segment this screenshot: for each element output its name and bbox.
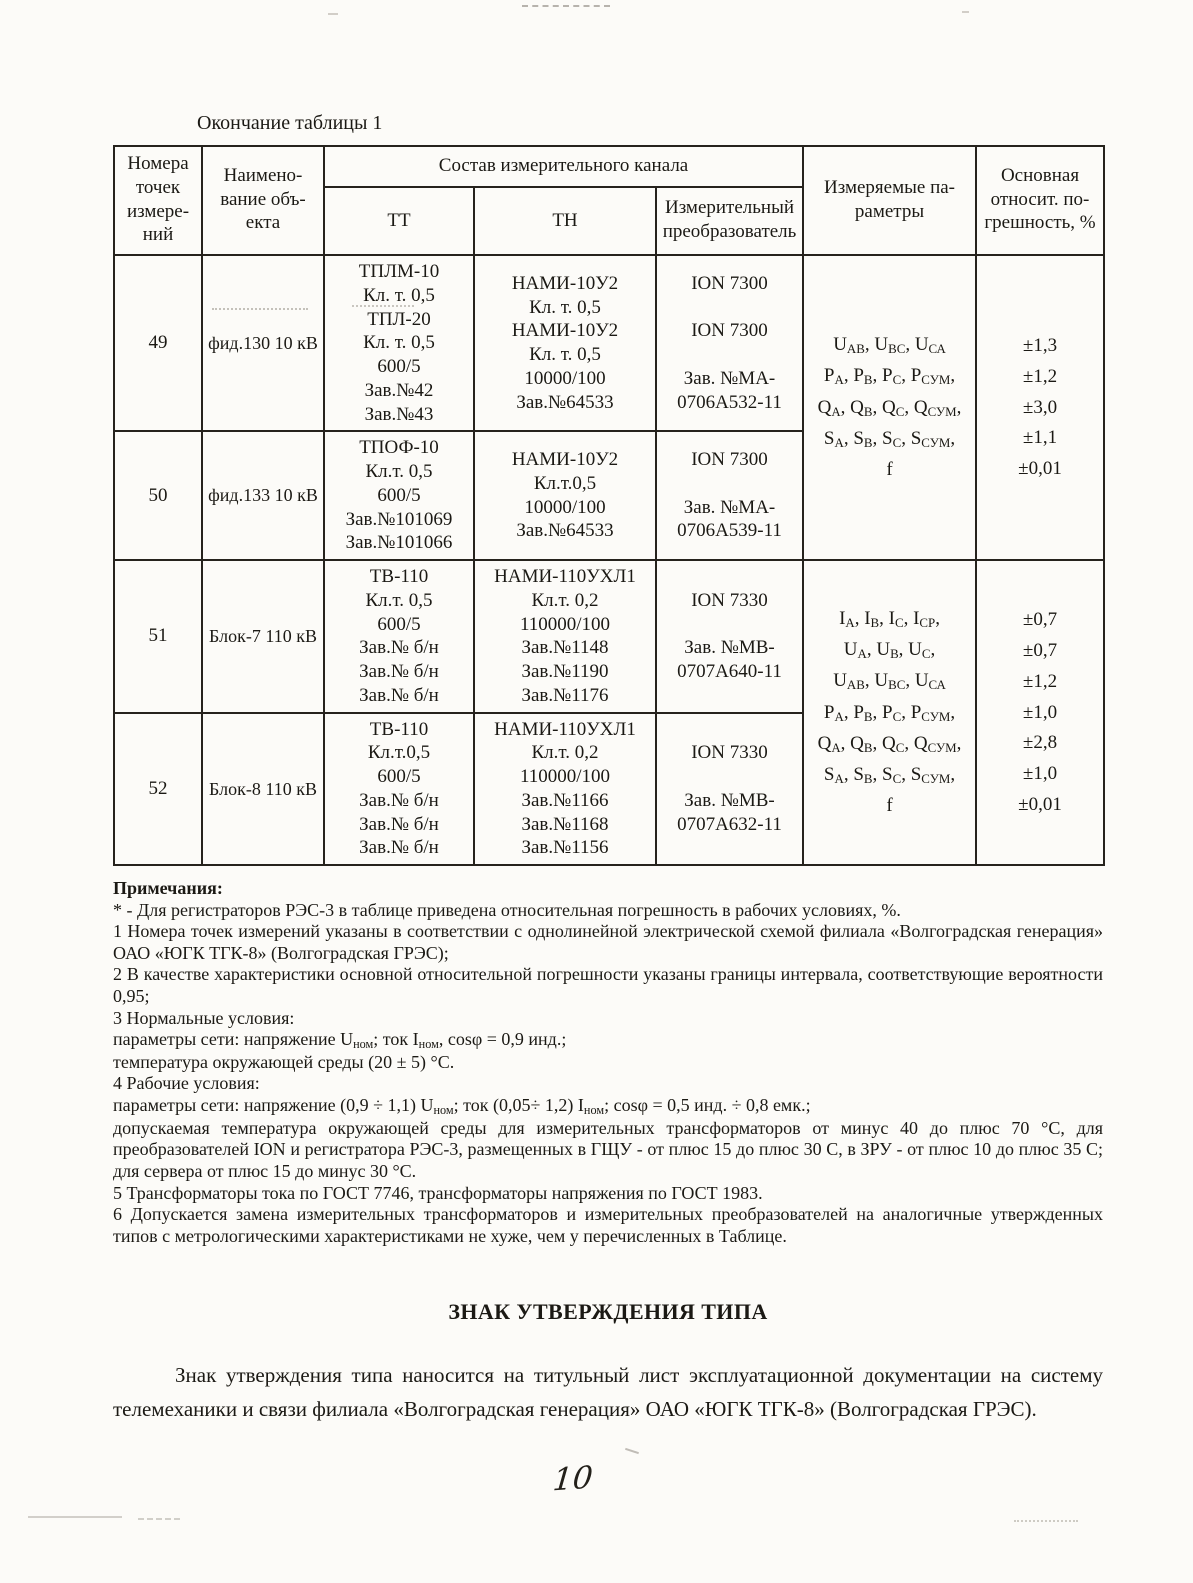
- note-item: параметры сети: напряжение $U_{ном}$; ток $I_{ном}$, cosφ = 0,9 инд.;: [113, 1029, 567, 1052]
- cell-measured-parameters: $I_А$, $I_В$, $I_С$, $I_{СР}$, $U_А$, $U_В$, $U_С$, $U_{АВ}$, $U_{ВС}$, $U_{СА}$ $P_А$, $P_В$, $P_С$, $P_{СУМ}$, $Q_А$, $Q_В$, $Q_С$, $Q_{СУМ}$, $S_А$, $S_В$, $S_С$, $S_{СУМ}$, f: [803, 560, 976, 865]
- cell-transducer: ION 7330 Зав. №МВ- 0707А640-11: [656, 560, 803, 713]
- note-item: 6 Допускается замена измерительных трансформаторов и измерительных преобразователей на аналогичные утвержденных типов с метрологическими характеристиками не хуже, чем у перечисленных в Таблице.: [113, 1204, 1103, 1246]
- note-item: параметры сети: напряжение (0,9 ÷ 1,1) $U_{ном}$; ток (0,05÷ 1,2) $I_{ном}$; cosφ = 0,5 инд. ÷ 0,8 емк.;: [113, 1095, 811, 1118]
- header-transducer: Измерительный преобразователь: [656, 187, 803, 255]
- header-relative-error: Основная относит. по- грешность, %: [976, 146, 1104, 255]
- cell-transducer: ION 7300 Зав. №МА- 0706А539-11: [656, 431, 803, 560]
- cell-point-number: 49: [114, 255, 202, 431]
- cell-transducer: ION 7330 Зав. №МВ- 0707А632-11: [656, 713, 803, 866]
- scan-artifact: [522, 5, 610, 7]
- cell-tn: НАМИ-10У2 Кл.т.0,5 10000/100 Зав.№64533: [474, 431, 656, 560]
- scan-artifact: [962, 11, 969, 13]
- scan-artifact: [138, 1518, 180, 1520]
- header-row-1: [114, 146, 1104, 187]
- note-item: 4 Рабочие условия:: [113, 1073, 260, 1094]
- cell-tt: ТВ-110 Кл.т. 0,5 600/5 Зав.№ б/н Зав.№ б/н Зав.№ б/н: [324, 560, 474, 713]
- header-measured-parameters: Измеряемые па- раметры: [803, 146, 976, 255]
- scan-artifact: [28, 1516, 122, 1518]
- header-channel-group: Состав измерительного канала: [324, 146, 803, 187]
- cell-measured-parameters: $U_{АВ}$, $U_{ВС}$, $U_{СА}$ $P_А$, $P_В$, $P_С$, $P_{СУМ}$, $Q_А$, $Q_В$, $Q_С$, $Q_{СУМ}$, $S_А$, $S_В$, $S_С$, $S_{СУМ}$, f: [803, 255, 976, 560]
- cell-object-name: Блок-7 110 кВ: [202, 560, 324, 713]
- cell-tt: ТПОФ-10 Кл.т. 0,5 600/5 Зав.№101069 Зав.№101066: [324, 431, 474, 560]
- cell-point-number: 50: [114, 431, 202, 560]
- notes-list: [113, 900, 1103, 1248]
- cell-point-number: 51: [114, 560, 202, 713]
- note-item: 1 Номера точек измерений указаны в соответствии с однолинейной электрической схемой филиала «Волгоградская генерация» ОАО «ЮГК ТГК-8» (Волгоградская ГРЭС);: [113, 921, 1103, 963]
- measurement-channels-table: [113, 145, 1105, 866]
- cell-object-name: Блок-8 110 кВ: [202, 713, 324, 866]
- table-title: Окончание таблицы 1: [197, 112, 383, 134]
- header-tt: ТТ: [324, 187, 474, 255]
- scan-artifact: [1014, 1520, 1078, 1522]
- cell-relative-error: ±1,3 ±1,2 ±3,0 ±1,1 ±0,01: [976, 255, 1104, 560]
- note-item: * - Для регистраторов РЭС-3 в таблице приведена относительная погрешность в рабочих условиях, %.: [113, 899, 901, 920]
- notes-label: Примечания:: [113, 878, 223, 898]
- note-item: 2 В качестве характеристики основной относительной погрешности указаны границы интервала, соответствующие вероятности 0,95;: [113, 964, 1103, 1006]
- cell-tn: НАМИ-110УХЛ1 Кл.т. 0,2 110000/100 Зав.№1148 Зав.№1190 Зав.№1176: [474, 560, 656, 713]
- header-point-numbers: Номера точек измере- ний: [114, 146, 202, 255]
- document-page: [113, 112, 1103, 1497]
- body-paragraph: Знак утверждения типа наносится на титульный лист эксплуатационной документации на систему телемеханики и связи филиала «Волгоградская генерация» ОАО «ЮГК ТГК-8» (Волгоградская ГРЭС).: [113, 1363, 1103, 1421]
- notes-section: [113, 878, 1103, 1247]
- cell-tn: НАМИ-110УХЛ1 Кл.т. 0,2 110000/100 Зав.№1166 Зав.№1168 Зав.№1156: [474, 713, 656, 866]
- cell-tt: ТПЛМ-10 Кл. т. 0,5 ТПЛ-20 Кл. т. 0,5 600/5 Зав.№42 Зав.№43: [324, 255, 474, 431]
- scan-artifact: [328, 13, 338, 15]
- cell-object-name: фид.130 10 кВ: [202, 255, 324, 431]
- cell-object-name: фид.133 10 кВ: [202, 431, 324, 560]
- header-tn: ТН: [474, 187, 656, 255]
- section-heading: ЗНАК УТВЕРЖДЕНИЯ ТИПА: [448, 1299, 768, 1325]
- note-item: допускаемая температура окружающей среды для измерительных трансформаторов от минус 40 до плюс 70 °С, для преобразователей ION и регистратора РЭС-3, размещенных в ГЩУ - от плюс 15 до плюс 30 С, в ЗРУ - от плюс 10 до плюс 35 С; для сервера от плюс 15 до минус 30 °С.: [113, 1117, 1103, 1181]
- table-row: [114, 560, 1104, 713]
- cell-relative-error: ±0,7 ±0,7 ±1,2 ±1,0 ±2,8 ±1,0 ±0,01: [976, 560, 1104, 865]
- note-item: 5 Трансформаторы тока по ГОСТ 7746, трансформаторы напряжения по ГОСТ 1983.: [113, 1182, 763, 1203]
- cell-tn: НАМИ-10У2 Кл. т. 0,5 НАМИ-10У2 Кл. т. 0,5 10000/100 Зав.№64533: [474, 255, 656, 431]
- cell-transducer: ION 7300 ION 7300 Зав. №МА- 0706А532-11: [656, 255, 803, 431]
- note-item: температура окружающей среды (20 ± 5) °С.: [113, 1051, 455, 1072]
- cell-tt: ТВ-110 Кл.т.0,5 600/5 Зав.№ б/н Зав.№ б/н Зав.№ б/н: [324, 713, 474, 866]
- header-object-name: Наимено- вание объ- екта: [202, 146, 324, 255]
- table-row: [114, 255, 1104, 431]
- cell-point-number: 52: [114, 713, 202, 866]
- table-header: [114, 146, 1104, 255]
- note-item: 3 Нормальные условия:: [113, 1007, 295, 1028]
- page-number: 10: [551, 1459, 595, 1498]
- table-body: [114, 255, 1104, 865]
